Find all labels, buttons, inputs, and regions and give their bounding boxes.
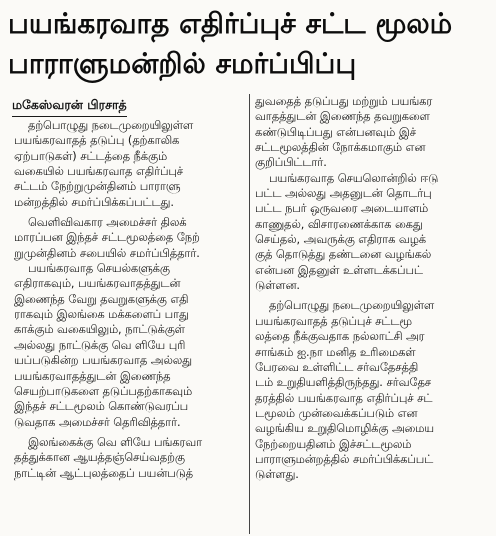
article-line: என்பன இதனுள் உள்ளடக்கப்பட் (255, 263, 423, 277)
article-line: தற்பொழுது நடைமுறையிலுள்ள (28, 119, 194, 132)
article-line: காக்கும் வகையிலும், நாட்டுக்குள் (14, 323, 185, 337)
article-line: பயங்கரவாதத் தடுப்புச் சட்டமூ (255, 314, 412, 328)
article-line: பாராளுமன்றத்தில் சமர்ப்பிக்கப்பட் (255, 452, 434, 466)
article-line: ஏற்பாடுகள்) சட்டத்தை நீக்கும் (14, 149, 168, 163)
article-line: லத்தை நீக்குவதாக நல்லாட்சி அர (255, 330, 425, 344)
article-line: பயங்கரவாதத்துடன் இணைந்த (14, 369, 171, 383)
article-line: வாதத்துடன் இணைந்த தவறுகளை (255, 110, 430, 124)
column-divider (249, 94, 250, 534)
article-line: அல்லது நாட்டுக்கு வெ ளியே புரி (14, 338, 186, 352)
article-line: மன்றத்தில் சமர்ப்பிக்கப்பட்டது. (14, 195, 174, 209)
headline-line-1: பயங்கரவாத எதிர்ப்புச் சட்ட மூலம் (8, 7, 453, 40)
article-line: றுமுன்தினம் சபையில் சமர்ப்பித்தார். (14, 246, 200, 260)
article-line: பட்ட அல்லது அதனுடன் தொடர்பு (255, 187, 432, 201)
headline-line-2: பாராளுமன்றில் சமர்ப்பிப்பு (8, 47, 357, 80)
article-line: டுள்ளது. (255, 468, 299, 482)
article-line: குறிப்பிட்டார். (255, 156, 327, 170)
article-line: மாரப்பன இந்தச் சட்டமூலத்தை நேற் (14, 231, 200, 245)
article-line: நேற்றையதினம் இச்சட்டமூலம் (255, 437, 412, 451)
article-line: நாட்டின் ஆட்புலத்தைப் பயன்படுத் (14, 466, 194, 480)
article-line: பயங்கரவாத செயலொன்றில் ஈடு (269, 171, 439, 185)
article-line: சட்டம் நேற்றுமுன்தினம் பாராளு (14, 180, 181, 194)
article-line: காணுதல், விசாரணைக்காக கைது (255, 217, 423, 231)
article-line: குத் தொடுத்து தண்டனை வழங்கல் (255, 248, 432, 262)
article-line: கண்டுபிடிப்பது என்பனவும் இச் (255, 125, 417, 139)
article-line: சாங்கம் ஐ.நா மனித உரிமைகள் (255, 345, 416, 359)
article-line: டுள்ளன. (255, 279, 301, 293)
article-line: துவதைத் தடுப்பது மற்றும் பயங்கர (255, 95, 433, 108)
article-line: தத்துக்கான ஆயத்தஞ்செய்வதற்கு (14, 451, 185, 465)
article-line: சட்டமூலத்தின் நோக்கமாகும் என (255, 141, 426, 155)
article-line: பேரவை உள்ளிட்ட சர்வதேசத்தி (255, 360, 419, 374)
article-line: டம் உறுதியளித்திருந்தது. சர்வதேச (255, 376, 432, 390)
article-column-2 (255, 94, 487, 483)
article-line: செய்தல், அவருக்கு எதிராக வழக் (255, 233, 427, 247)
article-line: வகையில் பயங்கரவாத எதிர்ப்புச் (14, 165, 184, 179)
article-line: தரத்தில் பயங்கரவாத எதிர்ப்புச் சட் (255, 391, 433, 405)
article-line: இந்தச் சட்டமூலம் கொண்டுவரப்ப (14, 400, 189, 414)
article-line: வழங்கிய உறுதிமொழிக்கு அமைய (255, 422, 434, 436)
article-line: யப்படுகின்ற பயங்கரவாத அல்லது (14, 354, 192, 368)
article-line: தற்பொழுது நடைமுறையிலுள்ள (269, 299, 435, 313)
article-line: இணைந்த வேறு தவறுகளுக்கு எதி (14, 292, 189, 306)
article-line: எதிராகவும், பயங்கரவாதத்துடன் (14, 277, 181, 291)
article-line: பயங்கரவாத செயல்களுக்கு (28, 262, 170, 276)
article-line: வெளிவிவகார அமைச்சர் திலக் (28, 216, 187, 230)
article-line: பயங்கரவாதத் தடுப்பு (தற்காலிக (14, 134, 180, 148)
headline (8, 4, 490, 84)
article-line: டுவதாக அமைச்சர் தெரிவித்தார். (14, 415, 181, 429)
article-column-1 (14, 118, 246, 481)
article-line: டமூலம் முன்வைக்கப்படும் என (255, 406, 418, 420)
byline: மகேஸ்வரன் பிரசாத் (12, 97, 127, 117)
article-line: ராகவும் இலங்கை மக்களைப் பாது (14, 308, 189, 322)
article-line: செயற்பாடுகளை தடுப்பதற்காகவும் (14, 384, 193, 398)
article-line: இலங்கைக்கு வெ ளியே பங்கரவா (28, 435, 203, 449)
article-line: பட்ட நபர் ஒருவரை அடையாளம் (255, 202, 429, 216)
